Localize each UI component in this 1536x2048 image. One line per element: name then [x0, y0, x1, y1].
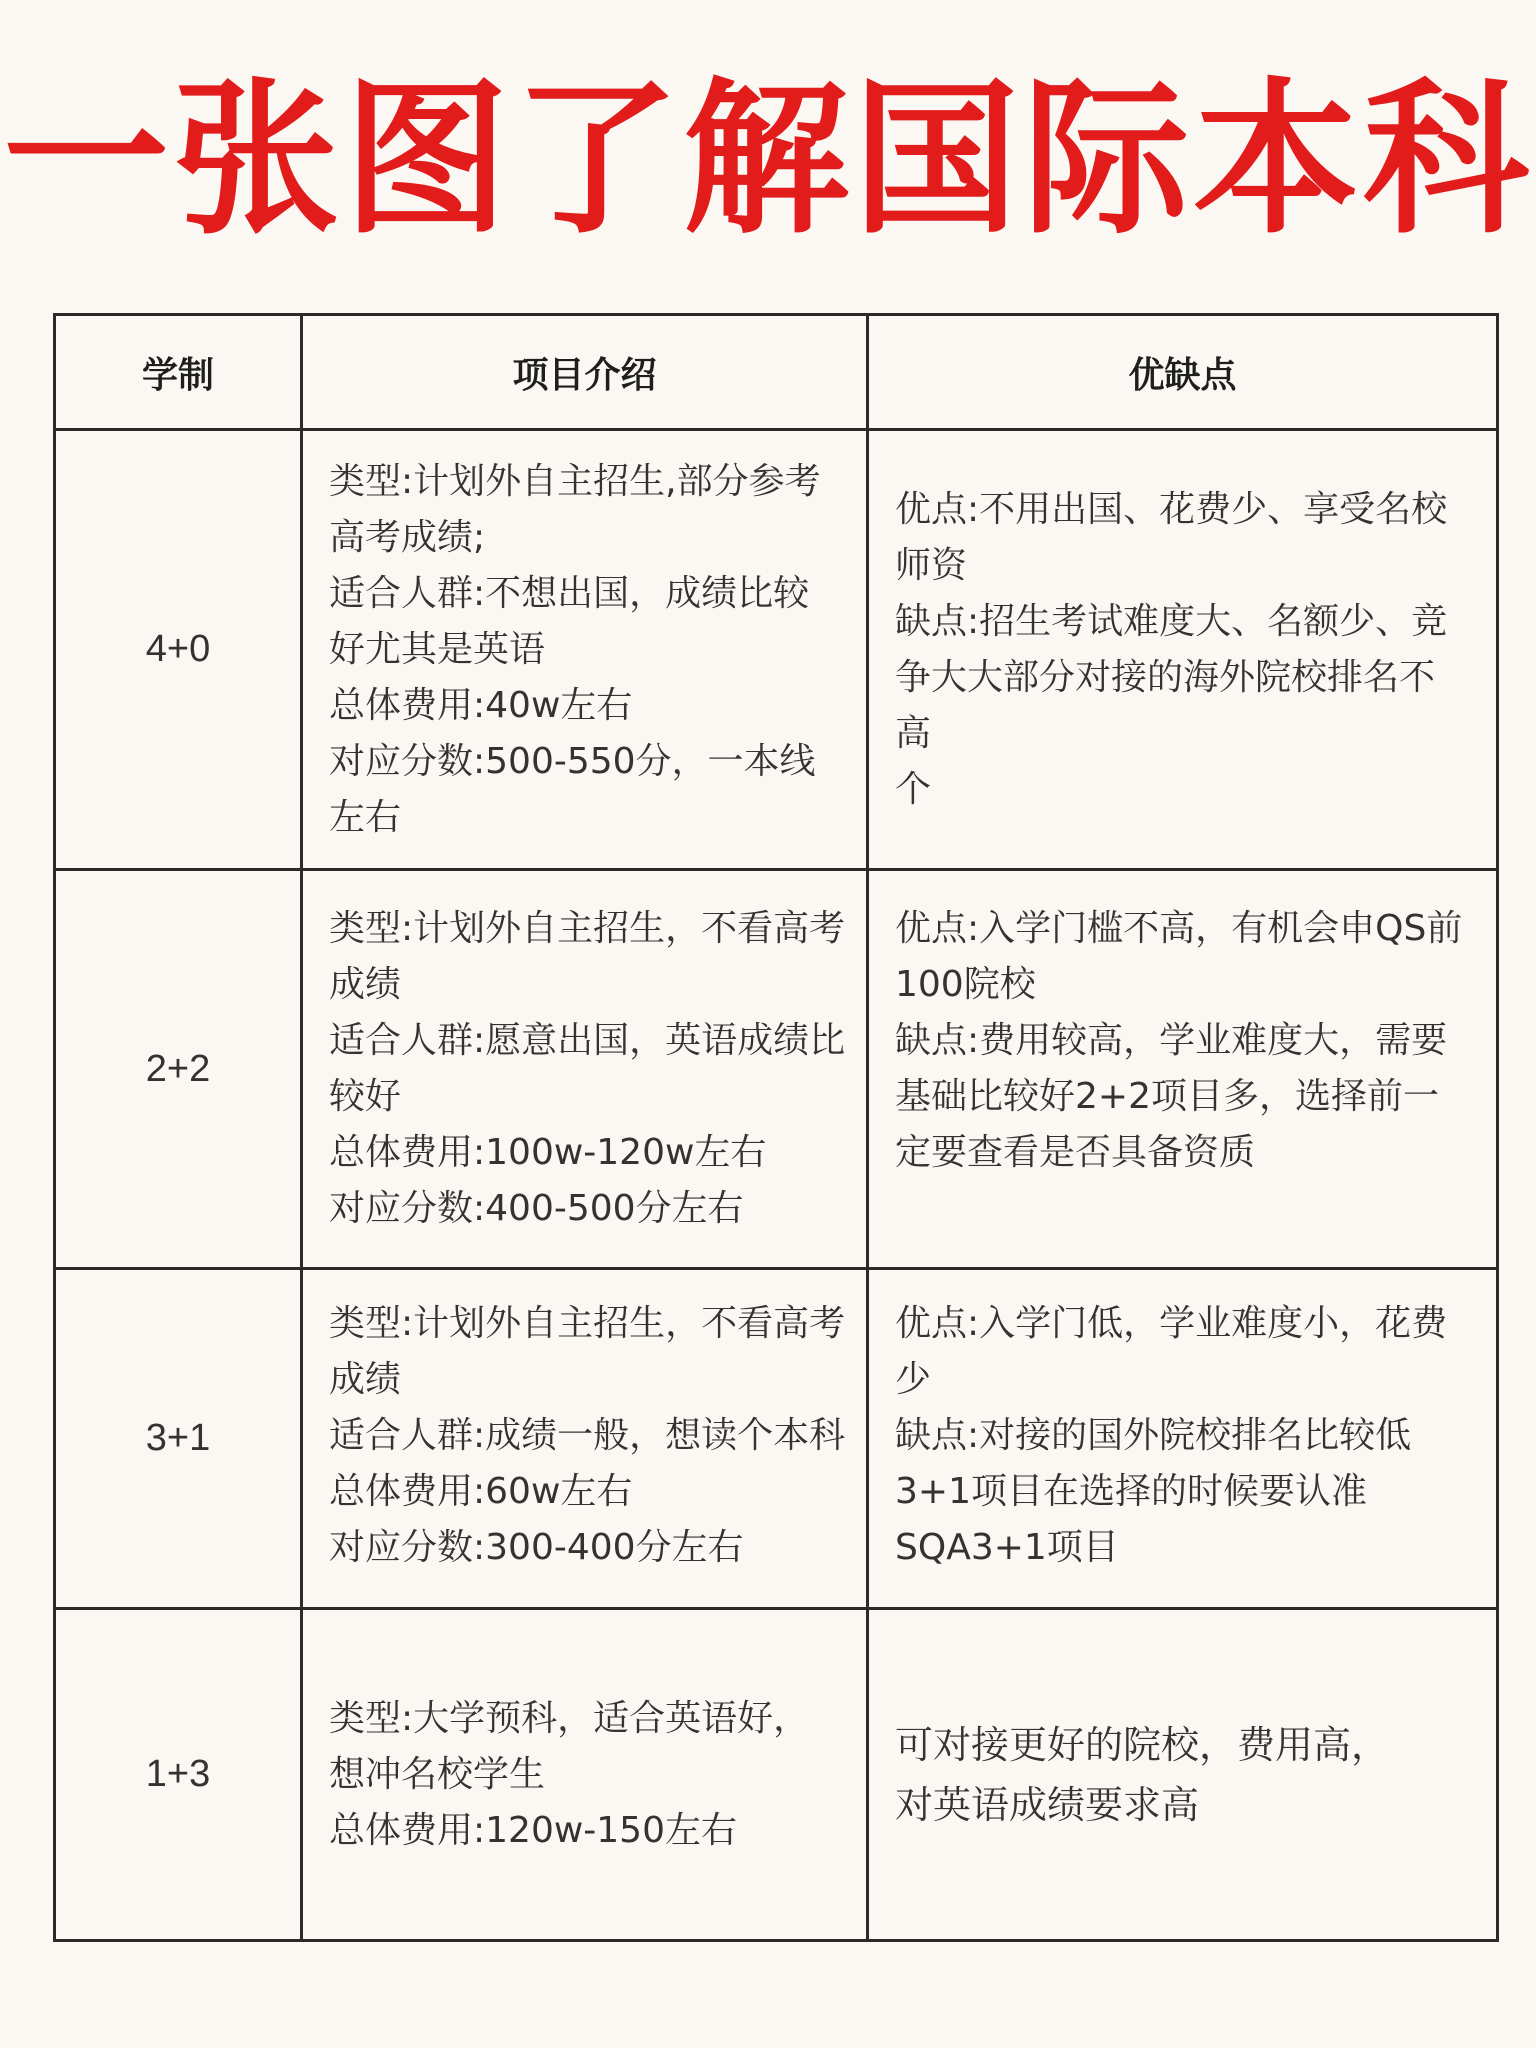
intro-line: 左右	[329, 796, 402, 838]
table-row	[55, 1609, 1498, 1941]
intro-line: 高考成绩;	[329, 516, 486, 558]
table-row	[55, 870, 1498, 1269]
pros-cons-cell	[868, 430, 1498, 870]
pros-cons-cell	[868, 870, 1498, 1269]
table-header-row	[55, 315, 1498, 430]
intro-cell	[302, 430, 868, 870]
intro-cell	[302, 1269, 868, 1609]
intro-line: 好尤其是英语	[329, 628, 546, 670]
intro-line: 总体费用:40w左右	[329, 684, 633, 726]
intro-line: 成绩	[329, 1359, 402, 1400]
intro-line: 类型:计划外自主招生，不看高考	[329, 1303, 846, 1344]
pros-cons-line: 个	[895, 768, 932, 810]
pros-cons-line: 100院校	[895, 964, 1036, 1005]
intro-cell	[302, 870, 868, 1269]
intro-line: 总体费用:120w-150左右	[329, 1809, 737, 1851]
system-cell: 1+3	[55, 1609, 302, 1941]
pros-cons-line: 3+1项目在选择的时候要认准	[895, 1471, 1367, 1512]
pros-cons-cell	[868, 1269, 1498, 1609]
pros-cons-line: 定要查看是否具备资质	[895, 1132, 1256, 1173]
pros-cons-line: 优点:不用出国、花费少、享受名校	[895, 488, 1448, 530]
pros-cons-line: 缺点:对接的国外院校排名比较低	[895, 1415, 1412, 1456]
comparison-table	[53, 313, 1499, 1942]
header-intro: 项目介绍	[302, 315, 868, 430]
pros-cons-line: SQA3+1项目	[895, 1527, 1119, 1568]
intro-line: 总体费用:100w-120w左右	[329, 1132, 767, 1173]
system-cell: 2+2	[55, 870, 302, 1269]
intro-line: 对应分数:300-400分左右	[329, 1527, 744, 1568]
pros-cons-line: 缺点:费用较高，学业难度大，需要	[895, 1020, 1448, 1061]
pros-cons-cell	[868, 1609, 1498, 1941]
pros-cons-line: 高	[895, 712, 932, 754]
intro-cell	[302, 1609, 868, 1941]
intro-line: 对应分数:400-500分左右	[329, 1188, 744, 1229]
pros-cons-line: 优点:入学门低，学业难度小，花费	[895, 1303, 1448, 1344]
pros-cons-line: 少	[895, 1359, 932, 1400]
intro-line: 成绩	[329, 964, 402, 1005]
intro-line: 总体费用:60w左右	[329, 1471, 633, 1512]
intro-line: 适合人群:成绩一般，想读个本科	[329, 1415, 846, 1456]
intro-line: 类型:计划外自主招生，不看高考	[329, 908, 846, 949]
intro-line: 类型:大学预科，适合英语好，	[329, 1697, 810, 1739]
page-title: 一张图了解国际本科	[3, 64, 1533, 257]
header-system: 学制	[55, 315, 302, 430]
intro-line: 适合人群:愿意出国，英语成绩比	[329, 1020, 846, 1061]
pros-cons-line: 师资	[895, 544, 968, 586]
intro-line: 类型:计划外自主招生,部分参考	[329, 460, 821, 502]
pros-cons-line: 基础比较好2+2项目多，选择前一	[895, 1076, 1439, 1117]
intro-line: 对应分数:500-550分，一本线	[329, 740, 816, 782]
intro-line: 想冲名校学生	[329, 1753, 546, 1795]
table-row	[55, 1269, 1498, 1609]
header-pros-cons: 优缺点	[868, 315, 1498, 430]
table-row	[55, 430, 1498, 870]
pros-cons-line: 缺点:招生考试难度大、名额少、竞	[895, 600, 1448, 642]
pros-cons-line: 争大大部分对接的海外院校排名不	[895, 656, 1436, 698]
pros-cons-line: 优点:入学门槛不高，有机会申QS前	[895, 908, 1463, 949]
pros-cons-line: 对英语成绩要求高	[895, 1782, 1200, 1827]
intro-line: 适合人群:不想出国，成绩比较	[329, 572, 810, 614]
system-cell: 3+1	[55, 1269, 302, 1609]
system-cell: 4+0	[55, 430, 302, 870]
comparison-table-container	[53, 313, 1487, 1942]
pros-cons-line: 可对接更好的院校，费用高，	[895, 1722, 1390, 1767]
intro-line: 较好	[329, 1076, 402, 1117]
